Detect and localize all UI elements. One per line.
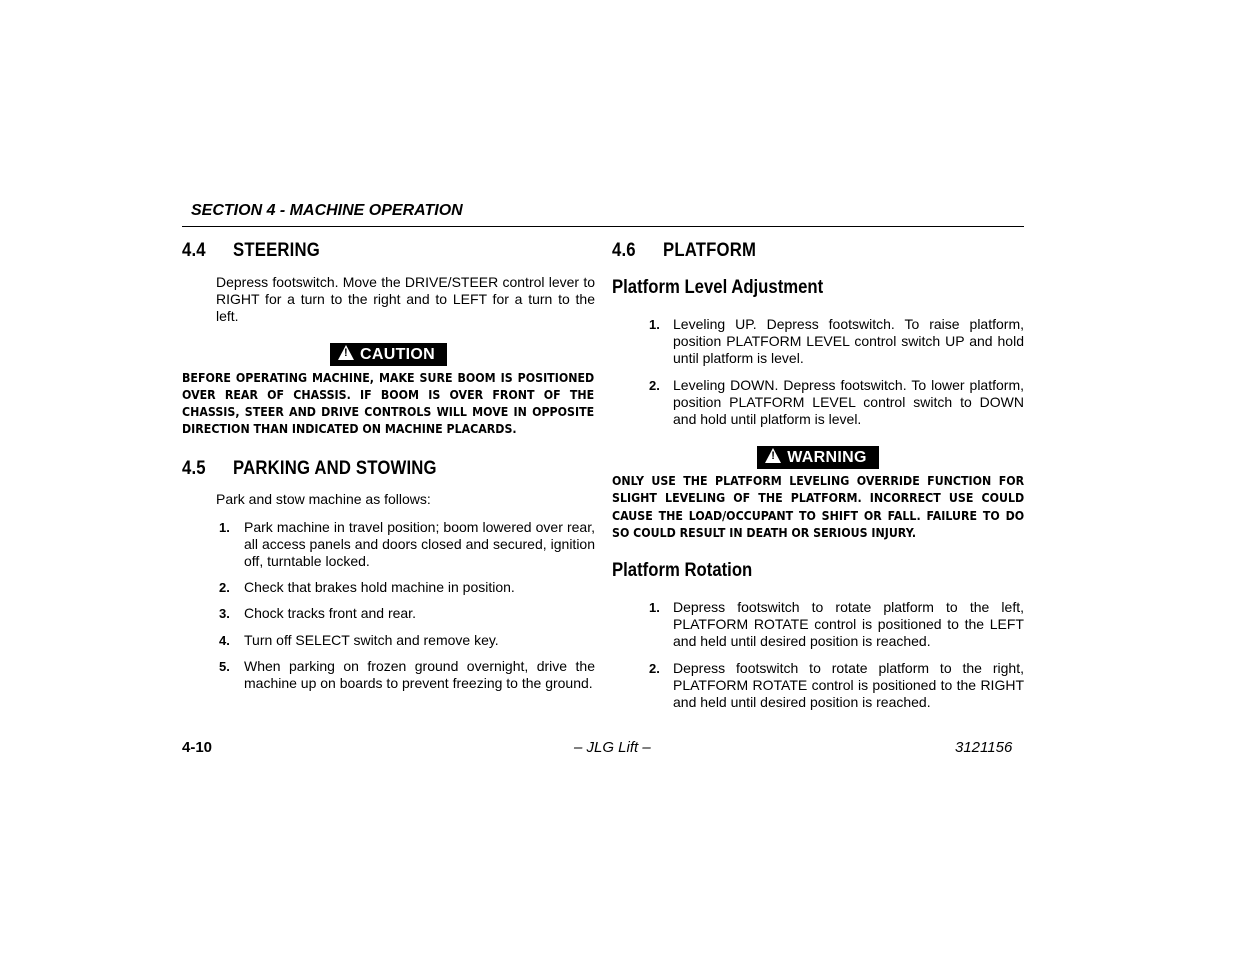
step-number: 2. (649, 660, 660, 676)
level-adjustment-heading: Platform Level Adjustment (612, 277, 824, 298)
step-text: Chock tracks front and rear. (244, 605, 416, 622)
step-text: Leveling DOWN. Depress footswitch. To lower platform, position PLATFORM LEVEL control switch to DOWN and hold until platform is level. (673, 376, 1024, 428)
step-number: 2. (649, 377, 660, 393)
platform-title: PLATFORM (663, 240, 757, 261)
step-text: When parking on frozen ground overnight, drive the machine up on boards to prevent freezing to the ground. (244, 657, 595, 692)
rotation-steps (612, 599, 1024, 711)
parking-number: 4.5 (182, 458, 206, 480)
warning-label: WARNING (787, 449, 867, 467)
right-column (612, 240, 1024, 711)
rotation-heading: Platform Rotation (612, 560, 753, 582)
step-number: 5. (219, 658, 230, 674)
steering-title: STEERING (233, 240, 320, 261)
caution-badge (330, 343, 447, 366)
list-item (219, 579, 595, 596)
page-number: 4-10 (182, 739, 213, 756)
warning-text: ONLY USE THE PLATFORM LEVELING OVERRIDE FUNCTION FOR SLIGHT LEVELING OF THE PLATFORM. INCORRECT USE COULD CAUSE THE LOAD/OCCUPANT TO SHIFT OR FALL. FAILURE TO DO SO COULD RESULT IN DEATH OR SERIOUS INJURY. (612, 474, 1025, 540)
step-text: Depress footswitch to rotate platform to the right, PLATFORM ROTATE control is positioned to the RIGHT and held until desired position is reached. (673, 659, 1024, 711)
step-number: 1. (649, 600, 660, 616)
list-item (649, 316, 1024, 368)
step-text: Turn off SELECT switch and remove key. (244, 631, 499, 648)
platform-number: 4.6 (612, 240, 636, 261)
list-item (219, 631, 595, 649)
list-item (649, 599, 1024, 651)
parking-intro: Park and stow machine as follows: (216, 491, 431, 508)
step-number: 1. (649, 317, 660, 332)
caution-label: CAUTION (360, 345, 435, 363)
section-header: SECTION 4 - MACHINE OPERATION (191, 202, 463, 219)
footer-center: – JLG Lift – (574, 739, 651, 756)
step-text: Check that brakes hold machine in position. (244, 579, 515, 596)
step-number: 1. (219, 519, 230, 535)
step-number: 3. (219, 606, 230, 622)
caution-text: BEFORE OPERATING MACHINE, MAKE SURE BOOM IS POSITIONED OVER REAR OF CHASSIS. IF BOOM IS OVER FRONT OF THE CHASSIS, STEER AND DRIVE CONTROLS WILL MOVE IN OPPOSITE DIRECTION THAN INDICATED ON MACHINE PLACARDS. (182, 370, 595, 437)
document-number: 3121156 (955, 739, 1013, 756)
step-text: Park machine in travel position; boom lowered over rear, all access panels and doors closed and secured, ignition off, turntable locked. (244, 518, 595, 570)
list-item (219, 605, 595, 622)
left-column (182, 240, 595, 692)
step-number: 4. (219, 632, 230, 648)
caution-badge-wrap (182, 343, 595, 369)
warning-triangle-icon (338, 345, 354, 360)
parking-steps (182, 519, 595, 693)
warning-badge (757, 446, 878, 469)
steering-number: 4.4 (182, 240, 206, 261)
parking-title: PARKING AND STOWING (233, 458, 437, 480)
warning-triangle-icon (765, 448, 781, 463)
step-text: Depress footswitch to rotate platform to the left, PLATFORM ROTATE control is positioned to the LEFT and held until desired position is reached. (673, 599, 1024, 650)
list-item (649, 659, 1024, 712)
list-item (219, 518, 595, 571)
warning-badge-wrap (612, 446, 1024, 472)
list-item (219, 657, 595, 692)
header-rule (182, 226, 1024, 227)
platform-heading (612, 240, 975, 264)
step-number: 2. (219, 580, 230, 596)
steering-heading (182, 240, 545, 264)
steering-body: Depress footswitch. Move the DRIVE/STEER control lever to RIGHT for a turn to the right and to LEFT for a turn to the left. (216, 274, 595, 325)
step-text: Leveling UP. Depress footswitch. To raise platform, position PLATFORM LEVEL control switch UP and hold until platform is level. (673, 316, 1024, 367)
list-item (649, 376, 1024, 429)
level-steps (612, 316, 1024, 428)
parking-heading (182, 458, 545, 482)
